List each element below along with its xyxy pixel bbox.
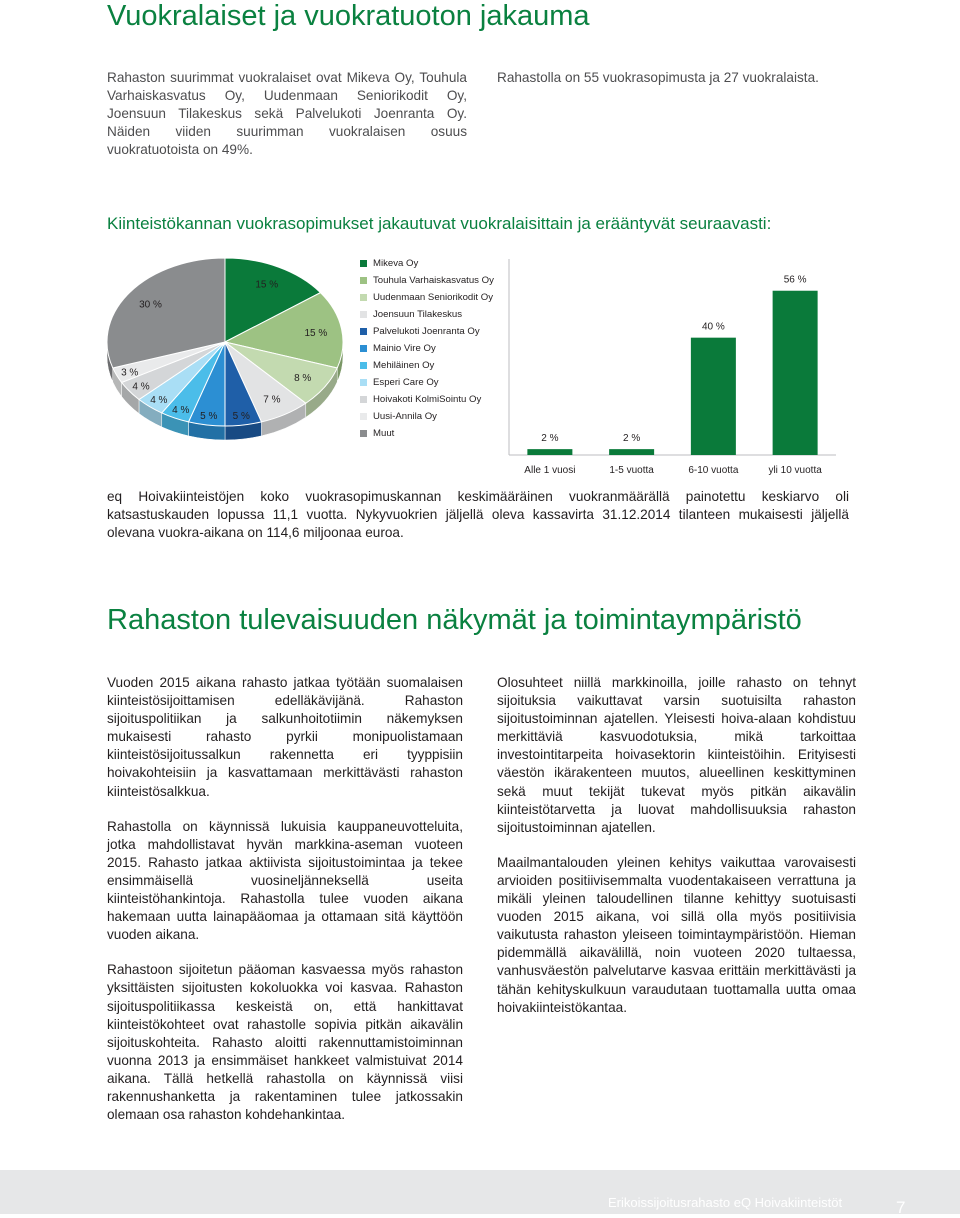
bar [527, 449, 572, 455]
legend-label: Hoivakoti KolmiSointu Oy [373, 393, 482, 405]
bar-value-label: 2 % [623, 433, 641, 445]
pie-value-label: 5 % [200, 411, 218, 423]
legend-item [360, 409, 437, 423]
legend-item [360, 375, 439, 389]
legend-label: Joensuun Tilakeskus [373, 308, 463, 320]
legend-item [360, 392, 481, 406]
pie-value-label: 8 % [294, 373, 312, 385]
legend-swatch [360, 413, 367, 420]
legend-item [360, 341, 436, 355]
legend-swatch [360, 294, 367, 301]
bar-value-label: 56 % [783, 274, 807, 286]
outlook-right-column [497, 674, 856, 1034]
section-title: Vuokralaiset ja vuokratuoton jakauma [107, 0, 590, 32]
legend-label: Mainio Vire Oy [373, 342, 436, 354]
legend-label: Palvelukoti Joenranta Oy [373, 325, 480, 337]
legend-swatch [360, 430, 367, 437]
outlook-paragraph: Rahastoon sijoitetun pääoman kasvaessa myös rahaston yksittäisten sijoitusten kokoluokka voi kasvaa. Rahaston sijoituspolitiikassa keskeistä on, että hankittavat kiinteistökohteet ovat rahastolle sopivia pitkän aikavälin sijoituskohteita. Rahasto aloitti rakennuttamistoiminnan vuonna 2013 ja ensimmäiset hankkeet valmistuivat 2014 aikana. Tällä hetkellä rahastolla on käynnissä viisi rakennushanketta ja rakentaminen tulee jatkossakin olemaan osa rahaston kohdehankintaa. [107, 962, 463, 1123]
pie-value-label: 15 % [255, 279, 279, 291]
tenant-pie-chart [100, 250, 350, 450]
outlook-paragraph: Olosuhteet niillä markkinoilla, joille rahasto on tehnyt sijoituksia vaikuttavat varsin suotuisilta rahaston sijoitustoiminnan ajatellen. Yleisesti hoiva-alaan kohdistuu merkittäviä kasvuodotuksia, mikä tarkoittaa investointitarpeita hoivasektorin kiinteistöihin. Erityisesti väestön ikärakenteen muutos, alueellinen keskittyminen sekä muut tekijät tukevat myös pitkän aikavälin kiinteistötarvetta ja luovat mahdollisuuksia rahaston sijoitustoiminnan ajatellen. [497, 675, 856, 835]
legend-swatch [360, 328, 367, 335]
legend-swatch [360, 345, 367, 352]
bar-category-label: 1-5 vuotta [609, 465, 654, 476]
bar-category-label: Alle 1 vuosi [524, 465, 576, 476]
legend-swatch [360, 311, 367, 318]
legend-swatch [360, 396, 367, 403]
legend-label: Esperi Care Oy [373, 376, 439, 388]
outlook-left-column [107, 674, 463, 1141]
bar-value-label: 40 % [701, 321, 725, 333]
legend-swatch [360, 260, 367, 267]
chart-heading: Kiinteistökannan vuokrasopimukset jakautuvat vuokralaisittain ja erääntyvät seuraavasti: [107, 214, 772, 233]
summary-paragraph: eq Hoivakiinteistöjen koko vuokrasopimuskannan keskimääräinen vuokranmäärällä painotettu keskiarvo oli katsastuskauden lopussa 11,1 vuotta. Nykyvuokrien jäljellä oleva kassavirta 31.12.2014 tilanteen mukaisesti jäljellä olevana vuokra-aikana on 114,6 miljoonaa euroa. [107, 489, 849, 541]
legend-item [360, 273, 494, 287]
pie-value-label: 30 % [139, 299, 162, 311]
bar-value-label: 2 % [541, 433, 559, 445]
legend-item [360, 324, 480, 338]
legend-label: Mehiläinen Oy [373, 359, 435, 371]
intro-right-paragraph: Rahastolla on 55 vuokrasopimusta ja 27 vuokralaista. [497, 70, 819, 85]
pie-value-label: 4 % [150, 394, 168, 406]
legend-swatch [360, 362, 367, 369]
section-title-outlook: Rahaston tulevaisuuden näkymät ja toimintaympäristö [107, 604, 802, 636]
pie-value-label: 4 % [132, 381, 150, 393]
legend-item [360, 307, 462, 321]
legend-swatch [360, 379, 367, 386]
pie-value-label: 7 % [263, 394, 281, 406]
lease-expiry-bar-chart [505, 255, 850, 480]
pie-value-label: 4 % [172, 404, 190, 416]
outlook-paragraph: Rahastolla on käynnissä lukuisia kauppaneuvotteluita, jotka mahdollistavat hyvän markkina-aseman vuoteen 2015. Rahasto jatkaa aktiivista sijoitustoimintaa ja tekee ensimmäisellä vuosineljänneksellä useita kiinteistöhankintoja. Rahastolla tulee vuoden aikana hakemaan uutta lainapääomaa ja ottamaan sitä käyttöön vuoden aikana. [107, 818, 463, 943]
bar [691, 338, 736, 455]
legend-item [360, 358, 434, 372]
legend-label: Muut [373, 427, 395, 439]
outlook-paragraph: Maailmantalouden yleinen kehitys vaikuttaa varovaisesti arvioiden positiivisemmalta vuodentakaiseen verrattuna ja mikäli yleinen taloudellinen tilanne kehittyy suotuisasti vuoden 2015 aikana, voi sillä olla myös positiivisia vaikutusta rahaston yleiseen toimintaympäristöön. Hieman pidemmällä aikavälillä, noin vuoteen 2020 tultaessa, vanhusväestön palvelutarve kasvaa erittäin merkittävästi ja tähän kehityskulkuun varaudutaan tuottamalla uutta omaa hoivakiinteistökantaa. [497, 854, 856, 1015]
bar [609, 449, 654, 455]
legend-item [360, 256, 418, 270]
legend-label: Uudenmaan Seniorikodit Oy [373, 291, 493, 303]
legend-label: Touhula Varhaiskasvatus Oy [373, 274, 494, 286]
pie-value-label: 15 % [304, 327, 328, 339]
legend-label: Mikeva Oy [373, 257, 419, 269]
footer-fund-name: Erikoissijoitusrahasto eQ Hoivakiinteistöt [608, 1195, 843, 1210]
page-footer [0, 1170, 960, 1217]
page-number: 7 [896, 1198, 906, 1217]
intro-left-paragraph: Rahaston suurimmat vuokralaiset ovat Mikeva Oy, Touhula Varhaiskasvatus Oy, Uudenmaan Seniorikodit Oy, Joensuun Tilakeskus sekä Palvelukoti Joenranta Oy. Näiden viiden suurimman vuokralaisen osuus vuokratuotoista on 49%. [107, 70, 467, 158]
legend-item [360, 426, 394, 440]
pie-value-label: 5 % [232, 411, 250, 423]
pie-value-label: 3 % [121, 367, 139, 379]
outlook-paragraph: Vuoden 2015 aikana rahasto jatkaa työtään suomalaisen kiinteistösijoittamisen edelläkävijänä. Rahaston sijoituspolitiikan ja salkunhoitotiimin näkemyksen mukaisesti rahasto pyrkii monipuolistamaan kiinteistösijoitussalkun rakennetta eri tyyppisiin hoivakohteisiin ja kasvattamaan merkittävästi rahaston kiinteistösalkkua. [107, 675, 463, 799]
bar-category-label: 6-10 vuotta [688, 465, 739, 476]
legend-swatch [360, 277, 367, 284]
legend-item [360, 290, 493, 304]
bar-category-label: yli 10 vuotta [768, 465, 822, 476]
bar [773, 291, 818, 455]
legend-label: Uusi-Annila Oy [373, 410, 437, 422]
